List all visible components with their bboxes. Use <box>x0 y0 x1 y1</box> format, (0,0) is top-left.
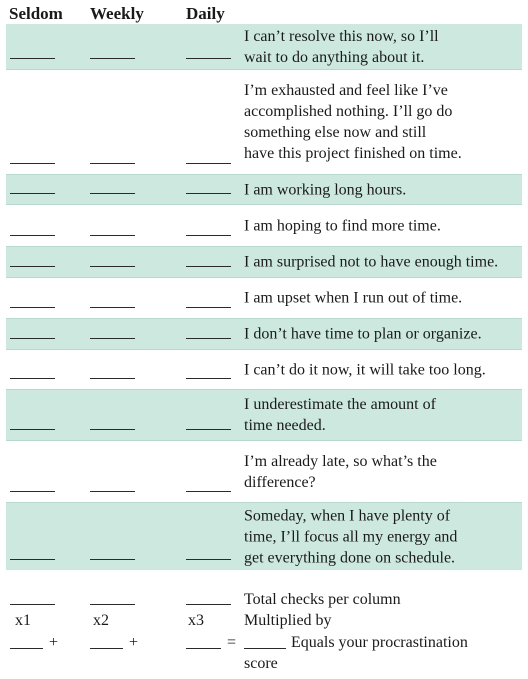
daily-blank[interactable] <box>186 163 231 164</box>
daily-blank[interactable] <box>186 235 231 236</box>
weekly-blank[interactable] <box>90 163 135 164</box>
column-header-daily: Daily <box>186 4 225 23</box>
statement-text: I underestimate the amount of time needed. <box>244 396 436 434</box>
statement-text: I am upset when I run out of time. <box>244 289 463 307</box>
multiplier-daily: x3 <box>188 612 204 629</box>
statement-row <box>6 70 522 175</box>
weekly-blank[interactable] <box>90 235 135 236</box>
weekly-blank[interactable] <box>90 307 135 308</box>
equals-sign: = <box>227 634 237 651</box>
seldom-blank[interactable] <box>10 559 55 560</box>
weekly-total-blank[interactable] <box>90 604 135 605</box>
score-label: Equals your procrastination <box>291 634 468 651</box>
seldom-blank[interactable] <box>10 378 55 379</box>
daily-blank[interactable] <box>186 193 231 194</box>
statement-text: I can’t resolve this now, so I’ll wait to do anything about it. <box>244 27 439 66</box>
score-label-continued: score <box>244 655 278 672</box>
daily-blank[interactable] <box>186 378 231 379</box>
daily-blank[interactable] <box>186 266 231 267</box>
column-header-seldom: Seldom <box>9 4 63 23</box>
total-checks-label: Total checks per column <box>244 591 401 608</box>
weekly-product-blank[interactable] <box>90 648 123 649</box>
statement-text: Someday, when I have plenty of time, I’ll focus all my energy and get everything done on schedule. <box>244 507 458 566</box>
daily-blank[interactable] <box>186 307 231 308</box>
statement-text: I don’t have time to plan or organize. <box>244 325 482 343</box>
daily-total-blank[interactable] <box>186 604 231 605</box>
statement-text: I’m already late, so what’s the difference? <box>244 452 437 491</box>
statement-list <box>6 24 522 570</box>
seldom-total-blank[interactable] <box>10 604 55 605</box>
statement-row <box>6 390 522 441</box>
statement-text: I am working long hours. <box>244 181 407 198</box>
seldom-blank[interactable] <box>10 235 55 236</box>
weekly-blank[interactable] <box>90 193 135 194</box>
score-footer <box>0 585 528 679</box>
statement-row <box>6 278 522 319</box>
plus-sign: + <box>49 634 59 651</box>
statement-row <box>6 247 522 278</box>
column-headers <box>0 4 528 24</box>
seldom-blank[interactable] <box>10 429 55 430</box>
seldom-blank[interactable] <box>10 58 55 59</box>
statement-text: I’m exhausted and feel like I’ve accomplished nothing. I’ll go do something else now and still have this project finished on time. <box>244 82 462 162</box>
statement-row <box>6 350 522 390</box>
statement-text: I can’t do it now, it will take too long. <box>244 361 486 378</box>
weekly-blank[interactable] <box>90 559 135 560</box>
daily-product-blank[interactable] <box>186 648 221 649</box>
seldom-product-blank[interactable] <box>10 648 43 649</box>
weekly-blank[interactable] <box>90 429 135 430</box>
seldom-blank[interactable] <box>10 307 55 308</box>
statement-row <box>6 24 522 70</box>
weekly-blank[interactable] <box>90 491 135 492</box>
seldom-blank[interactable] <box>10 163 55 164</box>
column-header-weekly: Weekly <box>90 4 144 23</box>
daily-blank[interactable] <box>186 338 231 339</box>
daily-blank[interactable] <box>186 429 231 430</box>
statement-row <box>6 441 522 503</box>
multiplier-weekly: x2 <box>93 612 109 629</box>
statement-row <box>6 205 522 247</box>
plus-sign: + <box>129 634 139 651</box>
weekly-blank[interactable] <box>90 378 135 379</box>
statement-text: I am surprised not to have enough time. <box>244 253 499 271</box>
statement-text: I am hoping to find more time. <box>244 217 441 234</box>
weekly-blank[interactable] <box>90 338 135 339</box>
score-blank[interactable] <box>244 648 286 649</box>
seldom-blank[interactable] <box>10 193 55 194</box>
statement-row <box>6 503 522 570</box>
weekly-blank[interactable] <box>90 266 135 267</box>
daily-blank[interactable] <box>186 559 231 560</box>
statement-row <box>6 319 522 350</box>
seldom-blank[interactable] <box>10 338 55 339</box>
seldom-blank[interactable] <box>10 266 55 267</box>
multiplier-seldom: x1 <box>15 612 31 629</box>
multiplied-by-label: Multiplied by <box>244 612 332 629</box>
seldom-blank[interactable] <box>10 491 55 492</box>
statement-row <box>6 175 522 205</box>
daily-blank[interactable] <box>186 58 231 59</box>
daily-blank[interactable] <box>186 491 231 492</box>
weekly-blank[interactable] <box>90 58 135 59</box>
